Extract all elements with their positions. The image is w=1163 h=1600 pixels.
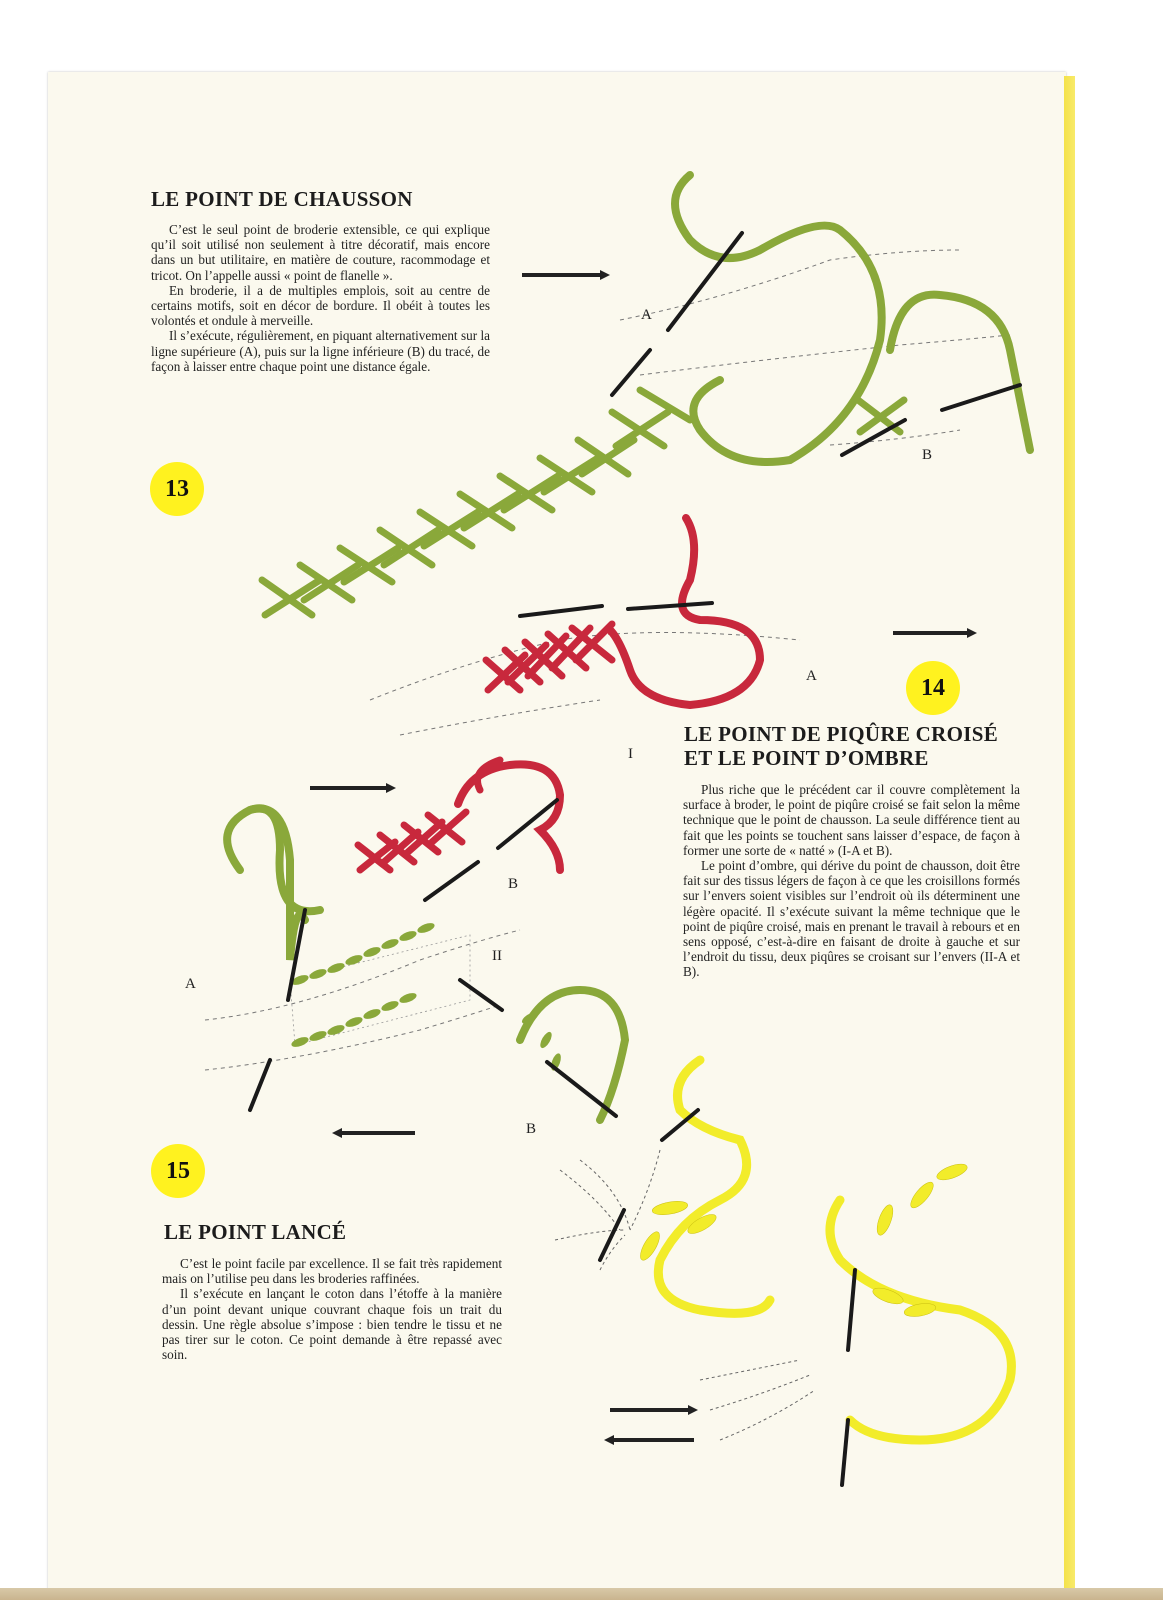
section-13-badge: 13 [150,462,204,516]
section-14-title-line-2: ET LE POINT D’OMBRE [684,746,929,770]
section-15-text [162,1256,502,1362]
section-14-text [683,782,1020,980]
label-b-chausson: B [922,447,933,463]
paragraph: Il s’exécute en lançant le coton dans l’étoffe à la manière d’un point devant unique couvrant chaque fois un trait du dessin. Une règle absolue s’impose : bien tendre le tissu et ne pas tirer sur le coton. Ce point demande à être repassé avec soin. [162,1286,502,1363]
section-13-title: LE POINT DE CHAUSSON [151,187,413,211]
figure-15-lance [555,1060,1011,1485]
label-a-chausson: A [641,307,652,323]
section-15-badge: 15 [151,1144,205,1198]
yellow-lazy-stitches [637,1161,969,1319]
section-15-title: LE POINT LANCÉ [164,1220,347,1244]
red-cross-stitches [486,624,612,690]
double-arrow-icon [608,1410,694,1440]
label-roman-2: II [492,948,502,964]
section-13-text [151,222,490,374]
needle-icon [600,1110,855,1485]
needle-icon [250,910,616,1116]
green-shadow-dots [290,921,563,1072]
paragraph: C’est le seul point de broderie extensible, ce qui explique qu’il soit utilisé non seulement à titre décoratif, mais encore dans un but utilitaire, en matière de couture, racommodage et tricot. On l’appelle aussi « point de flanelle ». [151,222,490,283]
label-a-red: A [806,668,817,684]
label-roman-1: I [628,746,633,762]
label-a-shadow: A [185,976,196,992]
section-14-title-line-1: LE POINT DE PIQÛRE CROISÉ [684,722,999,746]
green-cross-stitches [262,390,904,615]
section-14-badge: 14 [906,661,960,715]
paragraph: En broderie, il a de multiples emplois, soit au centre de certains motifs, soit en décor de bordure. Il obéit à toutes les volontés et ondule à merveille. [151,282,490,329]
paragraph: C’est le point facile par excellence. Il se fait très rapidement mais on l’utilise peu dans les broderies raffinées. [162,1256,502,1287]
needle-icon [612,233,1020,455]
label-b-red: B [508,876,519,892]
paragraph: Il s’exécute, régulièrement, en piquant alternativement sur la ligne supérieure (A), puis sur la ligne inférieure (B) du tracé, de façon à laisser entre chaque point une distance égale. [151,328,490,374]
paragraph: Le point d’ombre, qui dérive du point de chausson, doit être fait sur des tissus légers de façon à ce que les croisillons formés sur l’envers soient visibles sur l’endroit où ils déterminent une légère opacité. Il s’exécute suivant la même technique que le point de piqûre croisé, mais en prenant le travail à rebours et en sens opposé, c’est-à-dire en faisant de droite à gauche et sur l’endroit du tissu, deux piqûres se croisant sur l’envers (II-A et B). [683,858,1020,980]
label-b-shadow: B [526,1121,537,1137]
paragraph: Plus riche que le précédent car il couvre complètement la surface à broder, le point de piqûre croisé se fait selon la même technique que le point de chausson. La seule différence tient au fait que les points se touchent sans laisser d’espace, de façon à former une sorte de « natté » (I-A et B). [683,782,1020,858]
